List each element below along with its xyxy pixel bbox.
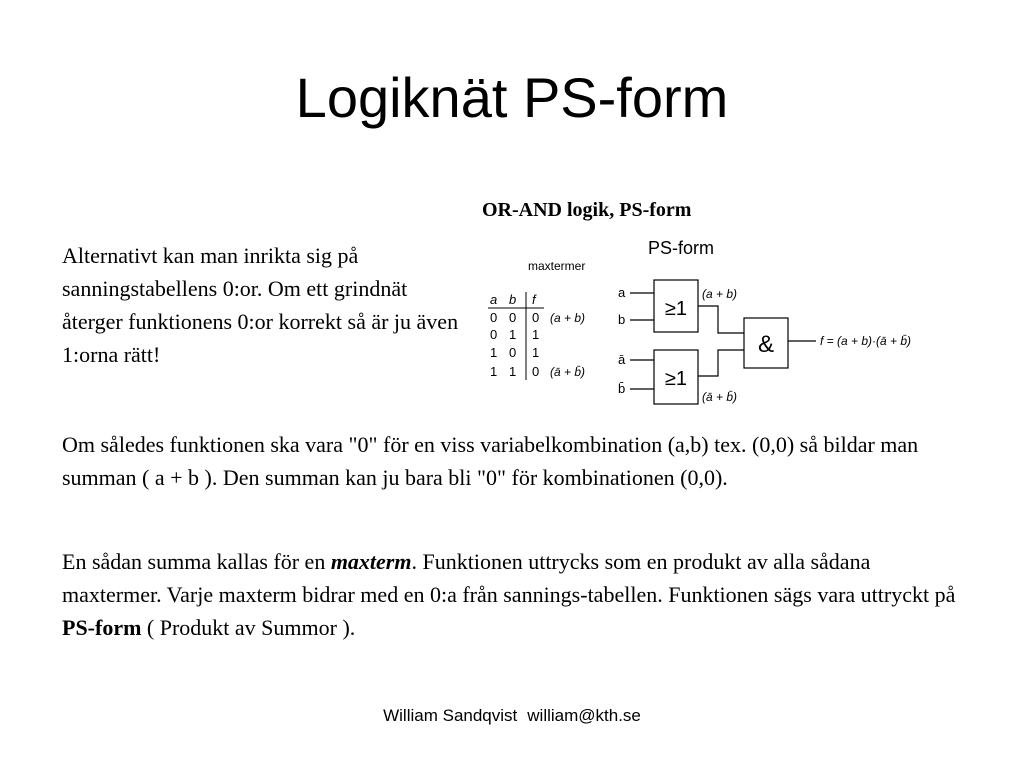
table-cell: 0 xyxy=(490,327,498,342)
table-cell: 1 xyxy=(532,345,540,360)
maxterm-label: maxtermer xyxy=(528,259,586,273)
table-header-b: b xyxy=(509,292,517,307)
paragraph-2-part-1: En sådan summa kallas för en xyxy=(62,549,331,574)
footer xyxy=(0,706,1024,726)
truth-table xyxy=(488,292,585,380)
table-cell: 1 xyxy=(490,364,498,379)
table-header-f: f xyxy=(532,292,536,307)
maxterm-row-1: (a + b) xyxy=(550,311,586,325)
input-b-bar: b̄ xyxy=(618,381,626,396)
table-cell: 1 xyxy=(532,327,540,342)
table-cell: 0 xyxy=(532,310,540,325)
maxterm-term: maxterm xyxy=(330,549,412,574)
output-expression: f = (a + b)·(ā + b̄) xyxy=(820,334,912,348)
slide-title: Logiknät PS-form xyxy=(295,66,729,129)
table-cell: 1 xyxy=(509,364,517,379)
maxterm-row-4: (ā + b̄) xyxy=(550,365,586,379)
footer-author: William Sandqvist xyxy=(383,706,518,725)
intro-text: Alternativt kan man inrikta sig på sanningstabellens 0:or. Om ett grindnät återger funktionens 0:or korrekt så är ju även 1:orna rätt! xyxy=(62,243,459,367)
logic-diagram xyxy=(476,188,956,413)
input-a-bar: ā xyxy=(618,352,626,367)
or-output-top-label: (a + b) xyxy=(702,287,738,301)
paragraph-2-part-2: . Funktionen uttrycks som en produkt av alla sådana maxtermer. Varje maxterm bidrar med en 0:a från sannings-tabellen. Funktionen sägs vara uttryckt på xyxy=(62,549,956,607)
and-gate-symbol: & xyxy=(757,331,775,358)
table-cell: 1 xyxy=(490,345,498,360)
paragraph-2-part-3: ( Produkt av Summor ). xyxy=(141,615,356,640)
ps-form-term: PS-form xyxy=(62,615,142,640)
table-cell: 1 xyxy=(509,327,517,342)
figure-heading: OR-AND logik, PS-form xyxy=(482,199,692,221)
paragraph-2 xyxy=(62,545,962,644)
or-gate-top-symbol: ≥1 xyxy=(664,298,688,320)
table-cell: 0 xyxy=(532,364,540,379)
footer-email: william@kth.se xyxy=(527,706,641,725)
figure-subheading: PS-form xyxy=(648,238,715,258)
table-header-a: a xyxy=(490,292,498,307)
input-b: b xyxy=(618,312,626,327)
or-output-bottom-label: (ā + b̄) xyxy=(702,390,738,404)
paragraph-1: Om således funktionen ska vara "0" för en viss variabelkombination (a,b) tex. (0,0) så bildar man summan ( a + b ). Den summan kan ju bara bli "0" för kombinationen (0,0). xyxy=(62,432,919,490)
or-and-logic-figure xyxy=(476,188,956,413)
input-a: a xyxy=(618,285,626,300)
table-cell: 0 xyxy=(509,310,517,325)
or-gate-bottom-symbol: ≥1 xyxy=(664,368,688,390)
table-cell: 0 xyxy=(490,310,498,325)
table-cell: 0 xyxy=(509,345,517,360)
